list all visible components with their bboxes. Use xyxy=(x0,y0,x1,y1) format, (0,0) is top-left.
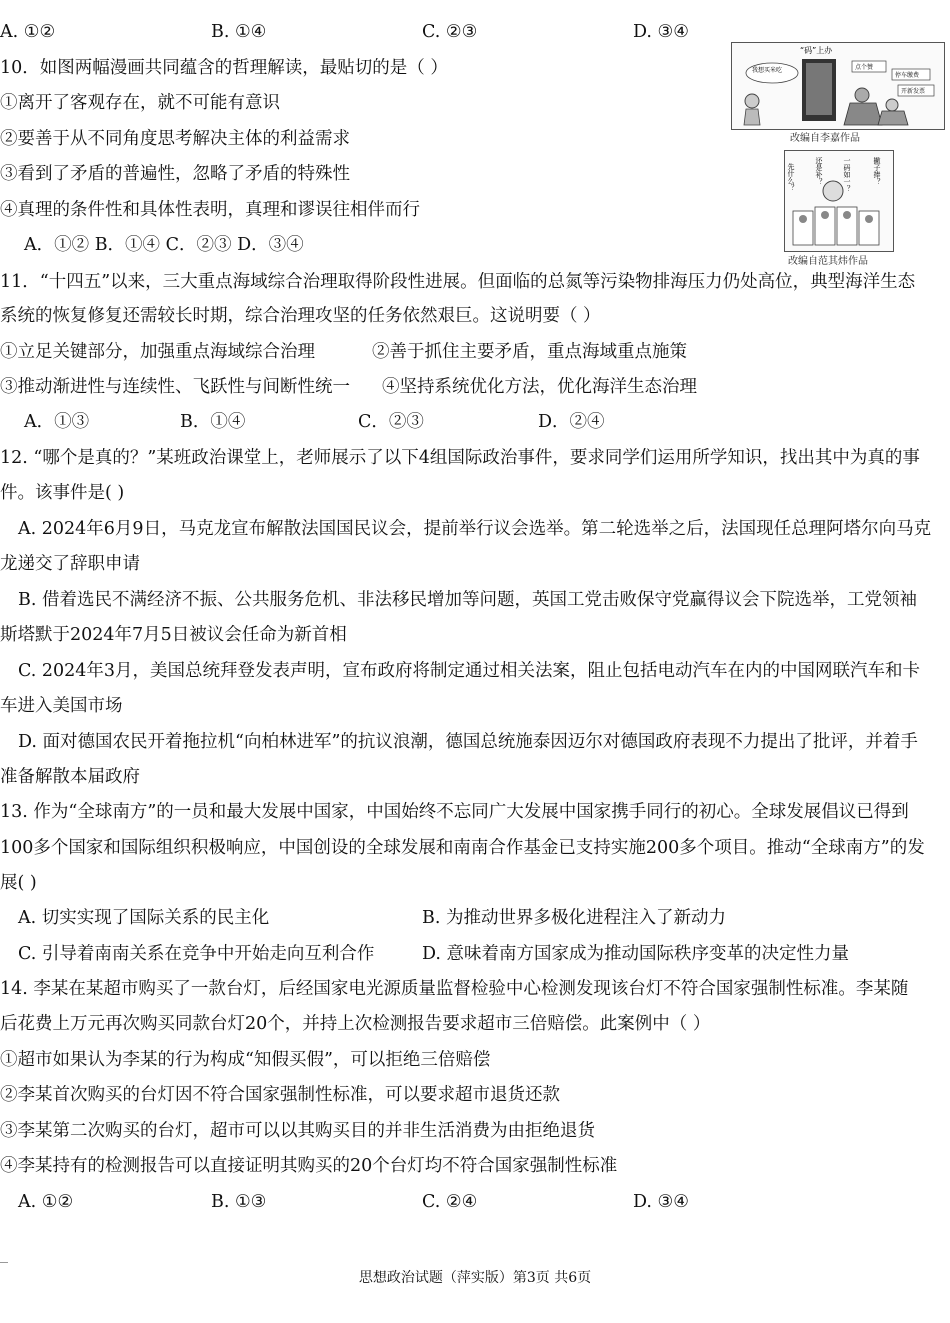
svg-text:先什么？: 先什么？ xyxy=(787,163,795,191)
q12-option-b-line-1: B. 借着选民不满经济不振、公共服务危机、非法移民增加等问题，英国工党击败保守党赢得议会下院选举，工党领袖 xyxy=(18,590,917,610)
q12-stem-line-1: 12. “哪个是真的？”某班政治课堂上，老师展示了以下4组国际政治事件，要求同学们运用所学知识，找出其中为真的事 xyxy=(0,448,920,468)
q14-stem-line-2: 后花费上万元再次购买同款台灯20个，并持上次检测报告要求超市三倍赔偿。此案例中（ ） xyxy=(0,1014,711,1034)
q10-stem: 10．如图两幅漫画共同蕴含的哲理解读，最贴切的是（ ） xyxy=(0,58,448,78)
q11-item-3: ③推动渐进性与连续性、飞跃性与间断性统一 xyxy=(0,377,350,397)
q14-option-c: C. ②④ xyxy=(422,1192,478,1212)
q13-option-a: A. 切实实现了国际关系的民主化 xyxy=(18,908,270,928)
cartoon1-title: “码”上办 xyxy=(800,46,833,55)
svg-text:开新发票: 开新发票 xyxy=(901,88,926,95)
q9-option-b: B. ①④ xyxy=(211,22,267,42)
q13-stem-line-2: 100多个国家和国际组织积极响应，中国创设的全球发展和南南合作基金已支持实施200多个项目。推动“全球南方”的发 xyxy=(0,838,925,858)
q12-option-a-line-2: 龙递交了辞职申请 xyxy=(0,554,140,574)
cartoon2-caption: 改编自范其炜作品 xyxy=(788,256,868,267)
q11-item-1: ①立足关键部分，加强重点海域综合治理 xyxy=(0,342,315,362)
q11-option-a: A．①③ xyxy=(24,412,90,432)
q12-option-d-line-2: 准备解散本届政府 xyxy=(0,767,140,787)
q12-option-c-line-2: 车进入美国市场 xyxy=(0,696,123,716)
q13-option-b: B. 为推动世界多极化进程注入了新动力 xyxy=(422,908,726,928)
q14-option-b: B. ①③ xyxy=(211,1192,267,1212)
svg-text:停车缴费: 停车缴费 xyxy=(895,72,920,79)
q13-option-c: C. 引导着南南关系在竞争中开始走向互利合作 xyxy=(18,944,375,964)
q10-item-3: ③看到了矛盾的普遍性，忽略了矛盾的特殊性 xyxy=(0,164,350,184)
q11-item-2: ②善于抓住主要矛盾，重点海域重点施策 xyxy=(372,342,687,362)
q11-option-b: B．①④ xyxy=(180,412,246,432)
q12-option-b-line-2: 斯塔默于2024年7月5日被议会任命为新首相 xyxy=(0,625,347,645)
cartoon-image-2 xyxy=(784,150,894,252)
q12-option-d-line-1: D. 面对德国农民开着拖拉机“向柏林进军”的抗议浪潮，德国总统施泰因迈尔对德国政府表现不力提出了批评，并着手 xyxy=(18,732,918,752)
q14-option-a: A. ①② xyxy=(18,1192,74,1212)
cartoon-image-1 xyxy=(731,42,945,130)
q11-stem-line-2: 系统的恢复修复还需较长时期，综合治理攻坚的任务依然艰巨。这说明要（ ） xyxy=(0,306,601,326)
svg-text:点个赞: 点个赞 xyxy=(855,64,874,71)
q13-stem-line-1: 13. 作为“全球南方”的一员和最大发展中国家，中国始终不忘同广大发展中国家携手同行的初心。全球发展倡议已得到 xyxy=(0,802,909,822)
q14-item-1: ①超市如果认为李某的行为构成“知假买假”，可以拒绝三倍赔偿 xyxy=(0,1050,491,1070)
q10-item-4: ④真理的条件性和具体性表明，真理和谬误往相伴而行 xyxy=(0,200,420,220)
q10-options: A．①② B．①④ C．②③ D．③④ xyxy=(24,235,304,255)
svg-text:一码如一？: 一码如一？ xyxy=(843,157,851,192)
q11-option-c: C．②③ xyxy=(358,412,424,432)
page-mark xyxy=(0,1262,8,1263)
q11-option-d: D．②④ xyxy=(538,412,605,432)
q11-item-4: ④坚持系统优化方法，优化海洋生态治理 xyxy=(382,377,697,397)
q9-option-a: A. ①② xyxy=(0,22,56,42)
q13-stem-line-3: 展( ) xyxy=(0,873,37,893)
q11-stem-line-1: 11．“十四五”以来，三大重点海域综合治理取得阶段性进展。但面临的总氮等污染物排海压力仍处高位，典型海洋生态 xyxy=(0,272,916,292)
q14-item-3: ③李某第二次购买的台灯，超市可以以其购买目的并非生活消费为由拒绝退货 xyxy=(0,1121,595,1141)
svg-text:我想买米吃: 我想买米吃 xyxy=(752,67,783,74)
svg-text:撇子捧？: 撇子捧？ xyxy=(873,157,881,185)
q13-option-d: D. 意味着南方国家成为推动国际秩序变革的决定性力量 xyxy=(422,944,850,964)
q12-stem-line-2: 件。该事件是( ) xyxy=(0,483,125,503)
q12-option-c-line-1: C. 2024年3月，美国总统拜登发表声明，宣布政府将制定通过相关法案，阻止包括电动汽车在内的中国网联汽车和卡 xyxy=(18,661,921,681)
q10-item-1: ①离开了客观存在，就不可能有意识 xyxy=(0,93,280,113)
q14-item-4: ④李某持有的检测报告可以直接证明其购买的20个台灯均不符合国家强制性标准 xyxy=(0,1156,618,1176)
q9-option-c: C. ②③ xyxy=(422,22,478,42)
svg-text:还是补？: 还是补？ xyxy=(815,157,823,185)
q14-option-d: D. ③④ xyxy=(633,1192,689,1212)
q14-item-2: ②李某首次购买的台灯因不符合国家强制性标准，可以要求超市退货还款 xyxy=(0,1085,560,1105)
page-footer: 思想政治试题（萍实版）第3页 共6页 xyxy=(358,1270,592,1286)
q10-item-2: ②要善于从不同角度思考解决主体的利益需求 xyxy=(0,129,350,149)
cartoon1-caption: 改编自李嘉作品 xyxy=(790,133,860,144)
q14-stem-line-1: 14. 李某在某超市购买了一款台灯，后经国家电光源质量监督检验中心检测发现该台灯不符合国家强制性标准。李某随 xyxy=(0,979,909,999)
q12-option-a-line-1: A. 2024年6月9日，马克龙宣布解散法国国民议会，提前举行议会选举。第二轮选举之后，法国现任总理阿塔尔向马克 xyxy=(18,519,932,539)
q9-option-d: D. ③④ xyxy=(633,22,689,42)
